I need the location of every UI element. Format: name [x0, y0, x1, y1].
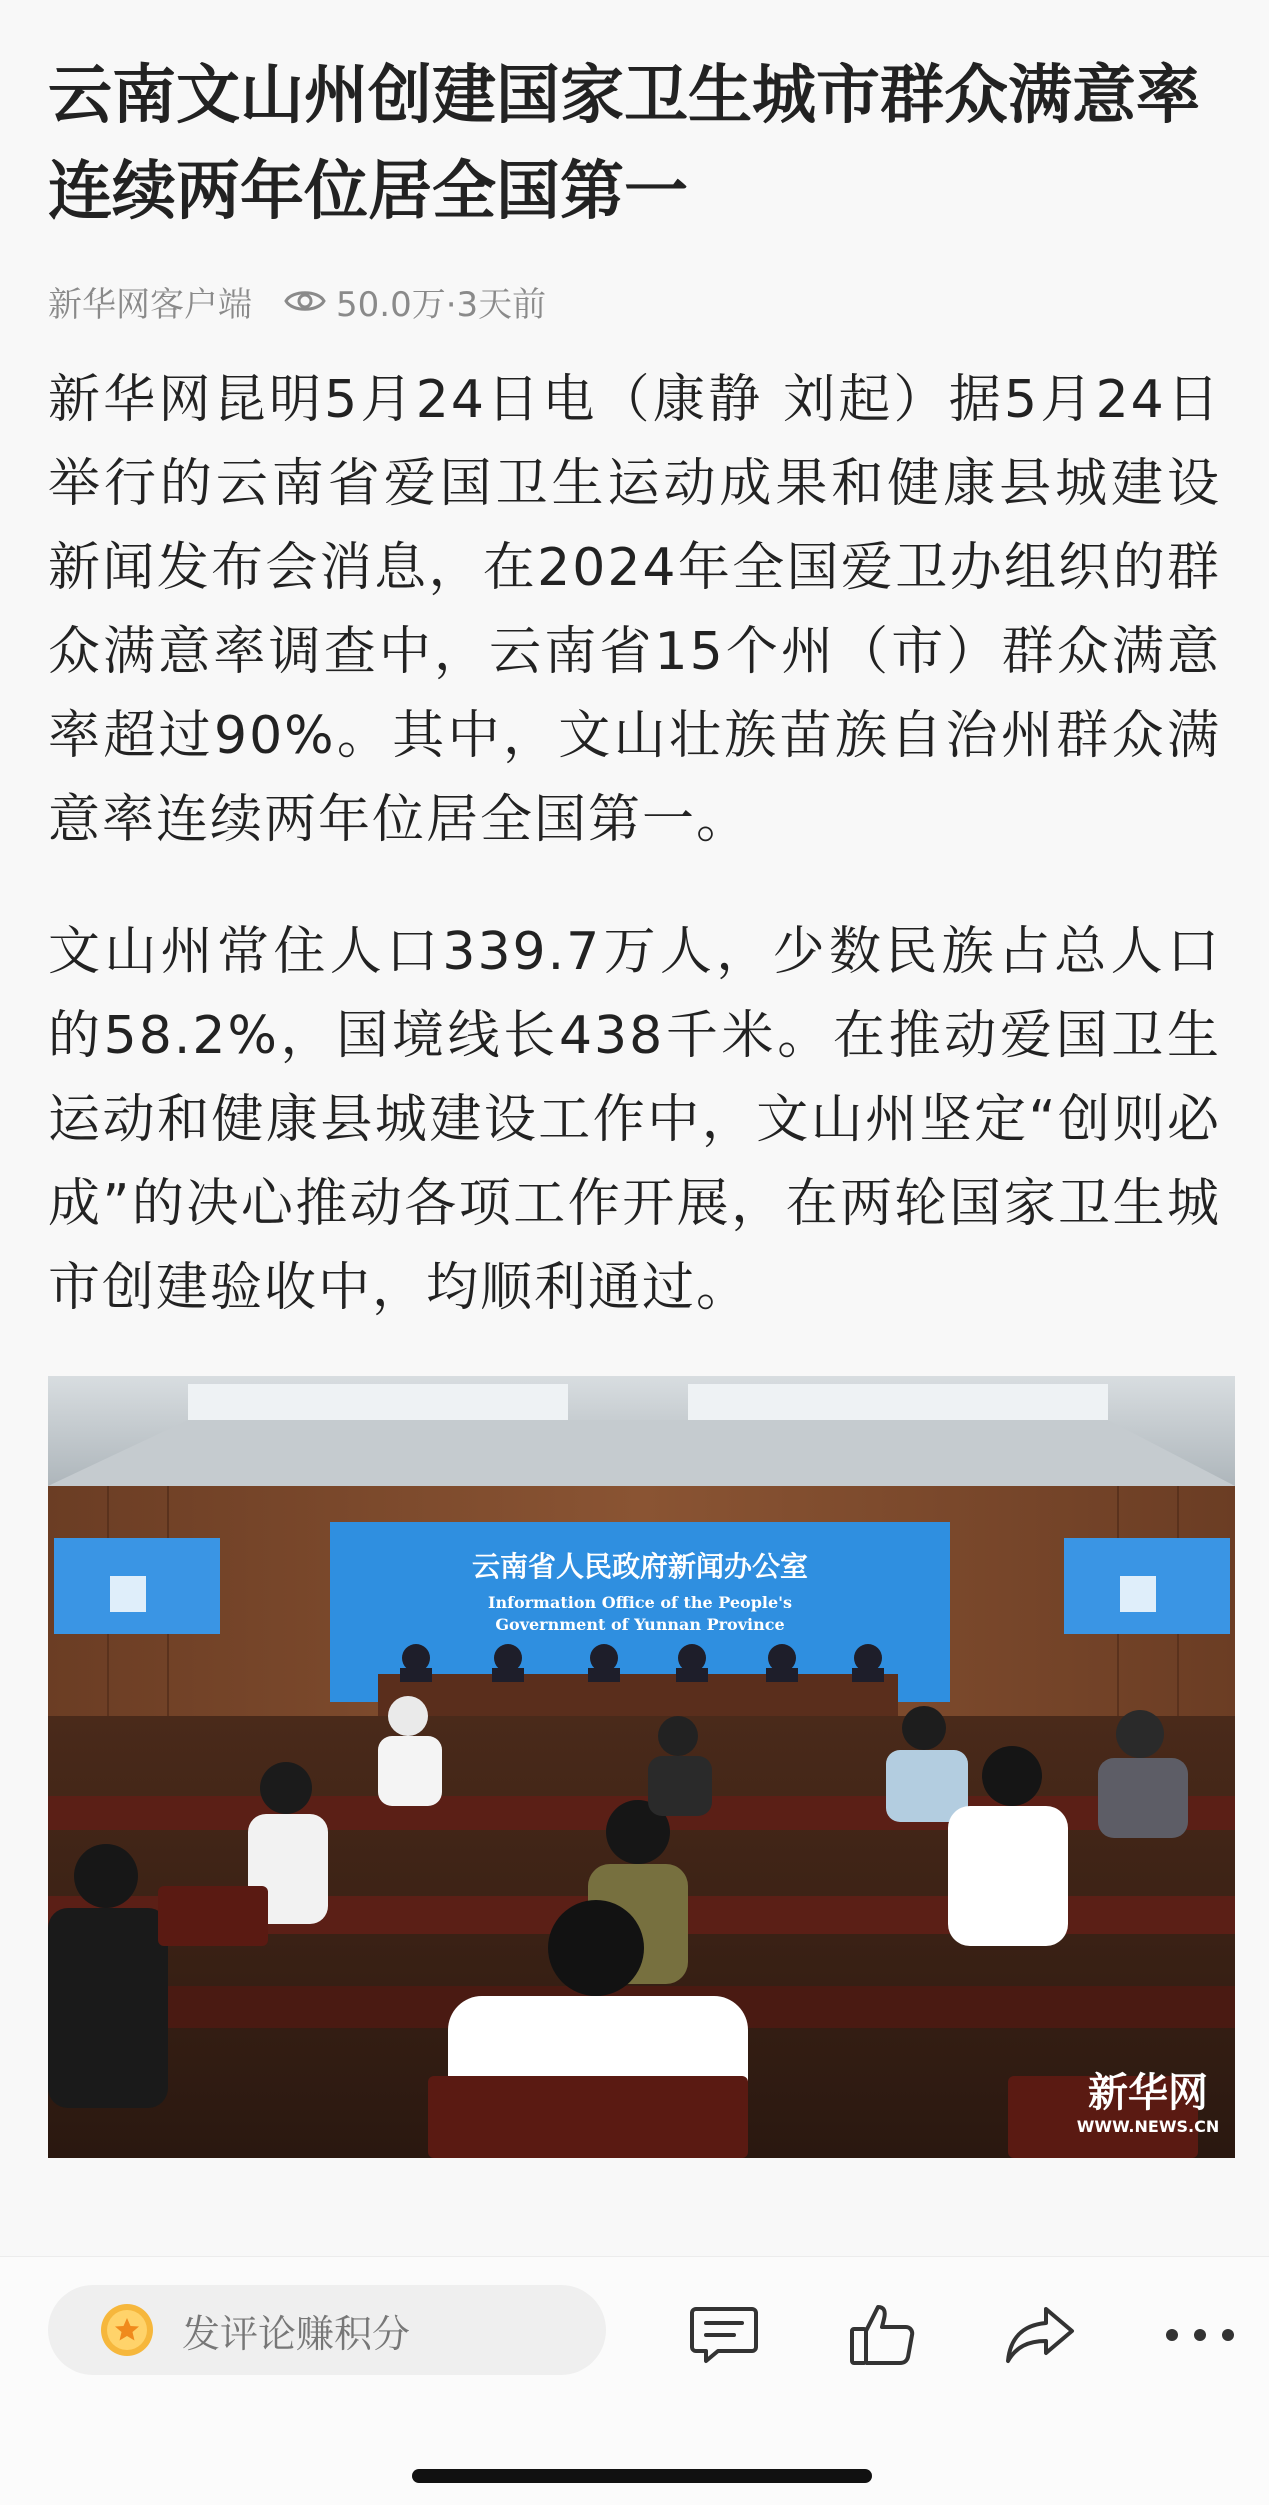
comment-placeholder: 发评论赚积分 — [182, 2311, 411, 2356]
photo-illustration — [48, 1376, 1235, 2158]
article-paragraph: 文山州常住人口339.7万人，少数民族占总人口的58.2%，国境线长438千米。在推动爱国卫生运动和健康县城建设工作中，文山州坚定“创则必成”的决心推动各项工作开展，在两轮国家卫生城市创建验收中，均顺利通过。 — [48, 922, 1221, 1318]
like-button[interactable] — [842, 2295, 922, 2375]
watermark-logo: 新华网 — [1088, 2070, 1208, 2116]
eye-icon — [282, 278, 328, 324]
more-button[interactable] — [1160, 2295, 1240, 2375]
comment-input[interactable] — [48, 2285, 606, 2375]
backdrop-title: 云南省人民政府新闻办公室 — [471, 1550, 809, 1583]
article-title: 云南文山州创建国家卫生城市群众满意率连续两年位居全国第一 — [48, 59, 1200, 229]
bottom-action-bar — [0, 2256, 1269, 2505]
view-count — [282, 277, 546, 326]
share-icon — [1002, 2303, 1078, 2367]
backdrop-subtitle-2: Government of Yunnan Province — [495, 1615, 785, 1634]
backdrop-subtitle-1: Information Office of the People's — [487, 1593, 793, 1612]
press-conference-photo[interactable] — [48, 1376, 1235, 2158]
article-meta — [48, 274, 1221, 328]
share-button[interactable] — [1000, 2295, 1080, 2375]
source-label[interactable]: 新华网客户端 — [48, 284, 252, 325]
watermark-url: WWW.NEWS.CN — [1076, 2117, 1220, 2136]
comment-button[interactable] — [684, 2295, 764, 2375]
comment-icon — [688, 2303, 760, 2367]
coin-icon — [98, 2301, 156, 2359]
article-paragraph: 新华网昆明5月24日电（康静 刘起）据5月24日举行的云南省爱国卫生运动成果和健康县城建设新闻发布会消息，在2024年全国爱卫办组织的群众满意率调查中，云南省15个州（市）群众满意率超过90%。其中，文山壮族苗族自治州群众满意率连续两年位居全国第一。 — [48, 370, 1221, 850]
views-text: 50.0万·3天前 — [336, 284, 547, 325]
more-icon — [1162, 2325, 1238, 2345]
home-indicator[interactable] — [412, 2469, 872, 2483]
like-icon — [846, 2299, 918, 2371]
